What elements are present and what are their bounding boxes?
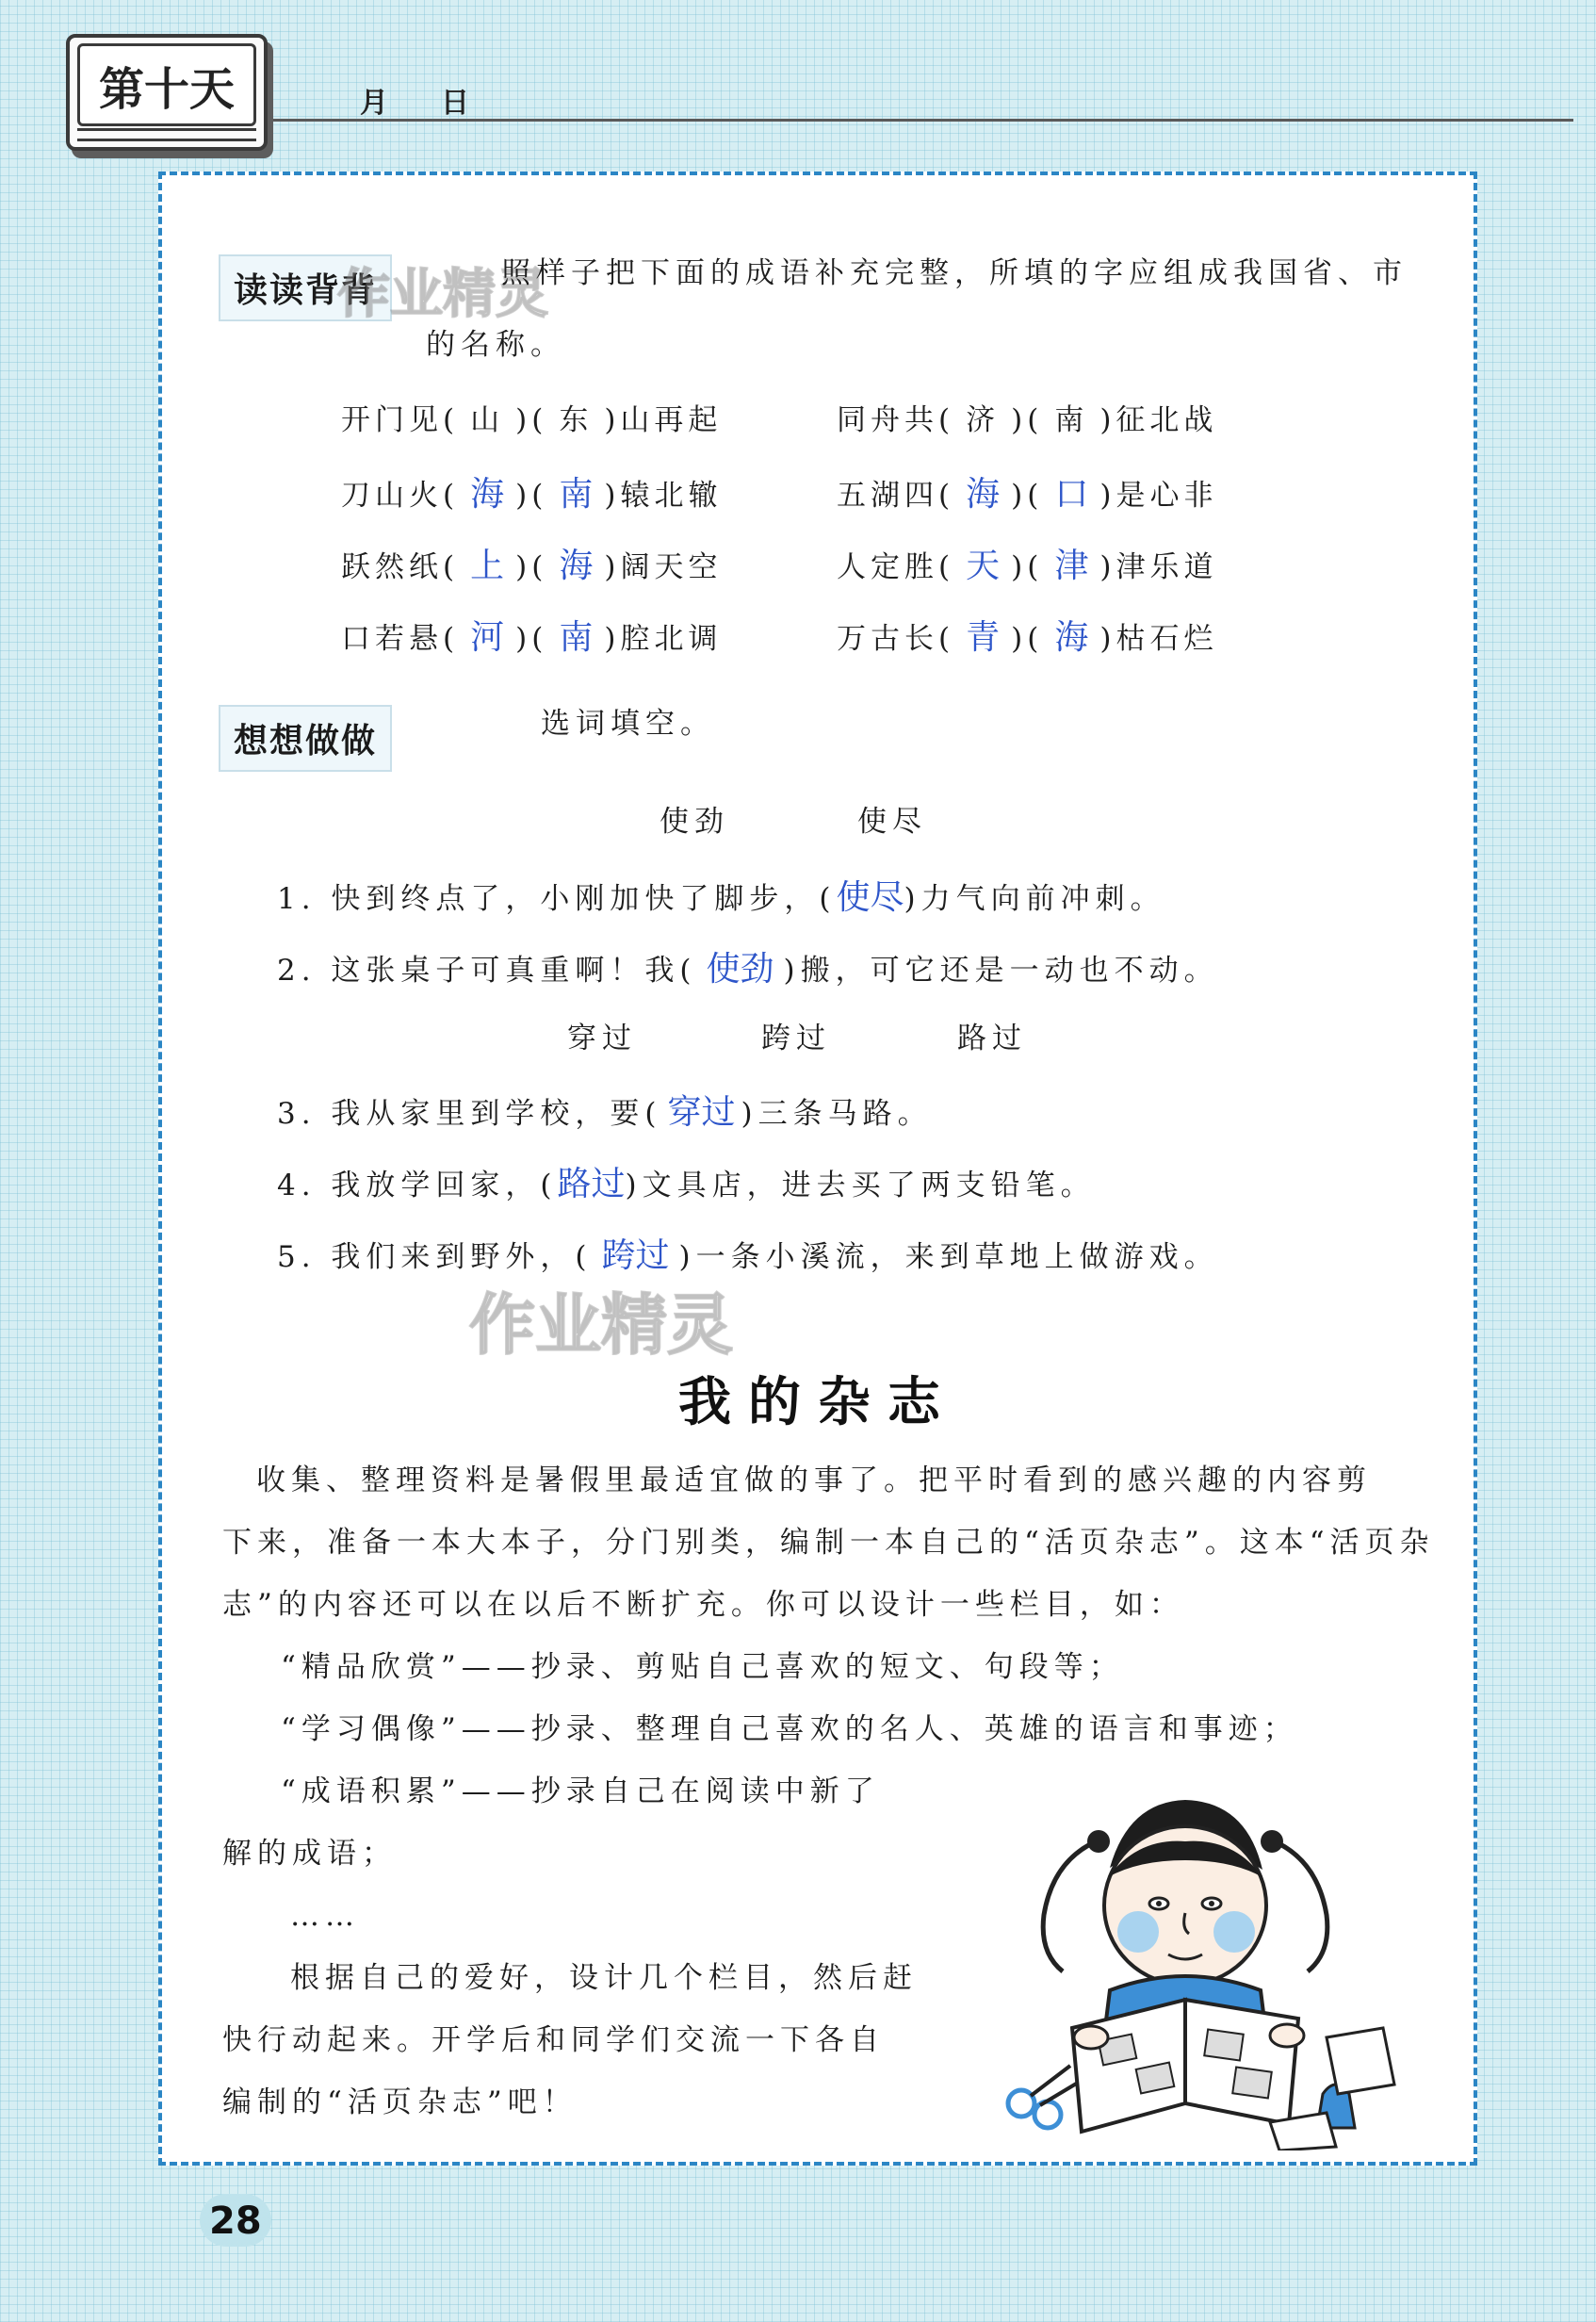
- article-ellipsis: ……: [290, 1899, 360, 1933]
- article-p2-line2: 快行动起来。开学后和同学们交流一下各自: [222, 2023, 885, 2057]
- sentence-4-post: )文具店，进去买了两支铅笔。: [625, 1169, 1096, 1202]
- sentence-5: [277, 1229, 1219, 1277]
- idiom-a: 青: [966, 618, 1001, 657]
- idiom-b: 南: [1054, 403, 1089, 437]
- idiom-b: 口: [1054, 475, 1089, 514]
- section-badge-read: 读读背背: [219, 254, 392, 321]
- idiom-item: [341, 539, 722, 587]
- sentence-1-post: )力气向前冲刺。: [904, 882, 1165, 916]
- sentence-5-post: )一条小溪流，来到草地上做游戏。: [678, 1240, 1219, 1274]
- article-item-3-line2: 解的成语；: [222, 1837, 397, 1871]
- idiom-a: 海: [470, 475, 505, 514]
- idiom-item: [341, 467, 722, 515]
- section-badge-think: 想想做做: [219, 705, 392, 772]
- idiom-item: [837, 539, 1217, 587]
- idiom-item: [837, 611, 1217, 659]
- idiom-mid: )(: [515, 622, 548, 656]
- idiom-pre: 跃然纸(: [341, 550, 460, 584]
- watermark-large: 作业精灵: [469, 1286, 733, 1364]
- sentence-2-pre: 2. 这张桌子可真重啊！我(: [277, 954, 697, 988]
- idiom-item: [837, 467, 1217, 515]
- article-item-1: “精品欣赏”——抄录、剪贴自己喜欢的短文、句段等；: [281, 1650, 1124, 1684]
- month-label: 月: [360, 87, 388, 120]
- idiom-b: 南: [559, 618, 594, 657]
- sentence-3: [277, 1086, 933, 1134]
- idiom-mid: )(: [515, 479, 548, 513]
- sentence-1-answer: 使尽: [836, 878, 904, 917]
- idiom-a: 河: [470, 618, 505, 657]
- sentence-5-answer: 跨过: [601, 1236, 670, 1275]
- idiom-b: 南: [559, 475, 594, 514]
- sentence-2-answer: 使劲: [706, 950, 774, 989]
- word-choice-2b: 跨过: [761, 1022, 831, 1055]
- sentence-1: [277, 871, 1165, 919]
- content-card: [158, 172, 1477, 2166]
- idiom-post: )枯石烂: [1099, 622, 1218, 656]
- article-p1-line1: 收集、整理资料是暑假里最适宜做的事了。把平时看到的感兴趣的内容剪: [256, 1464, 1372, 1497]
- idiom-mid: )(: [1011, 622, 1044, 656]
- sentence-3-post: )三条马路。: [741, 1097, 933, 1131]
- section2-instruction: 选词填空。: [541, 707, 715, 741]
- idiom-mid: )(: [515, 550, 548, 584]
- idiom-post: )腔北调: [604, 622, 723, 656]
- idiom-post: )阔天空: [604, 550, 723, 584]
- idiom-pre: 五湖四(: [837, 479, 955, 513]
- article-item-3-line1: “成语积累”——抄录自己在阅读中新了: [281, 1774, 880, 1808]
- idiom-b: 海: [559, 547, 594, 585]
- sentence-2: [277, 942, 1219, 990]
- idiom-pre: 开门见(: [341, 403, 460, 437]
- article-p1-line2: 下来，准备一本大本子，分门别类，编制一本自己的“活页杂志”。这本“活页杂: [222, 1526, 1435, 1560]
- sentence-1-pre: 1. 快到终点了，小刚加快了脚步，(: [277, 882, 837, 916]
- idiom-a: 济: [966, 403, 1001, 437]
- card-border-left: [158, 172, 162, 2166]
- idiom-a: 山: [470, 403, 505, 437]
- sentence-5-pre: 5. 我们来到野外，(: [277, 1240, 593, 1274]
- idiom-a: 天: [966, 547, 1001, 585]
- page-number: 28: [209, 2199, 262, 2243]
- article-item-2: “学习偶像”——抄录、整理自己喜欢的名人、英雄的语言和事迹；: [281, 1712, 1298, 1746]
- watermark-small: 作业精灵: [337, 264, 548, 325]
- card-border-bottom: [158, 2162, 1477, 2166]
- day-tab: [66, 34, 268, 151]
- card-border-right: [1474, 172, 1477, 2166]
- idiom-post: )辕北辙: [604, 479, 723, 513]
- idiom-b: 海: [1054, 618, 1089, 657]
- sentence-4: [277, 1157, 1096, 1205]
- word-choice-1a: 使劲: [660, 805, 729, 839]
- word-choice-2c: 路过: [957, 1022, 1027, 1055]
- idiom-post: )山再起: [604, 403, 723, 437]
- idiom-mid: )(: [1011, 479, 1044, 513]
- article-p2-line3: 编制的“活页杂志”吧！: [222, 2085, 578, 2119]
- idiom-pre: 口若悬(: [341, 622, 460, 656]
- article-title: 我的杂志: [678, 1372, 957, 1433]
- idiom-post: )征北战: [1099, 403, 1218, 437]
- idiom-post: )是心非: [1099, 479, 1218, 513]
- idiom-pre: 人定胜(: [837, 550, 955, 584]
- idiom-item: [341, 396, 722, 438]
- card-border-top: [158, 172, 1477, 175]
- word-choice-2a: 穿过: [567, 1022, 637, 1055]
- idiom-pre: 同舟共(: [837, 403, 955, 437]
- sentence-2-post: )搬，可它还是一动也不动。: [783, 954, 1219, 988]
- day-tab-label: 第十天: [77, 43, 256, 126]
- idiom-item: [837, 396, 1217, 438]
- word-choice-1b: 使尽: [857, 805, 927, 839]
- section1-instruction-line2: 的名称。: [426, 328, 565, 362]
- sentence-4-pre: 4. 我放学回家，(: [277, 1169, 558, 1202]
- sentence-4-answer: 路过: [557, 1165, 626, 1203]
- idiom-mid: )(: [515, 403, 548, 437]
- girl-with-scrapbook-illustration: [987, 1755, 1402, 2150]
- idiom-mid: )(: [1011, 550, 1044, 584]
- sentence-3-pre: 3. 我从家里到学校，要(: [277, 1097, 662, 1131]
- idiom-item: [341, 611, 722, 659]
- idiom-b: 津: [1054, 547, 1089, 585]
- idiom-mid: )(: [1011, 403, 1044, 437]
- article-p2-line1: 根据自己的爱好，设计几个栏目，然后赶: [290, 1961, 918, 1995]
- idiom-a: 上: [470, 547, 505, 585]
- idiom-pre: 万古长(: [837, 622, 955, 656]
- idiom-post: )津乐道: [1099, 550, 1218, 584]
- idiom-b: 东: [559, 403, 594, 437]
- section1-instruction-line1: 照样子把下面的成语补充完整，所填的字应组成我国省、市: [501, 256, 1408, 290]
- idiom-pre: 刀山火(: [341, 479, 460, 513]
- day-label: 日: [441, 87, 469, 120]
- sentence-3-answer: 穿过: [667, 1093, 736, 1132]
- day-tab-spine: [77, 128, 256, 141]
- article-p1-line3: 志”的内容还可以在以后不断扩充。你可以设计一些栏目，如：: [222, 1588, 1184, 1622]
- idiom-a: 海: [966, 475, 1001, 514]
